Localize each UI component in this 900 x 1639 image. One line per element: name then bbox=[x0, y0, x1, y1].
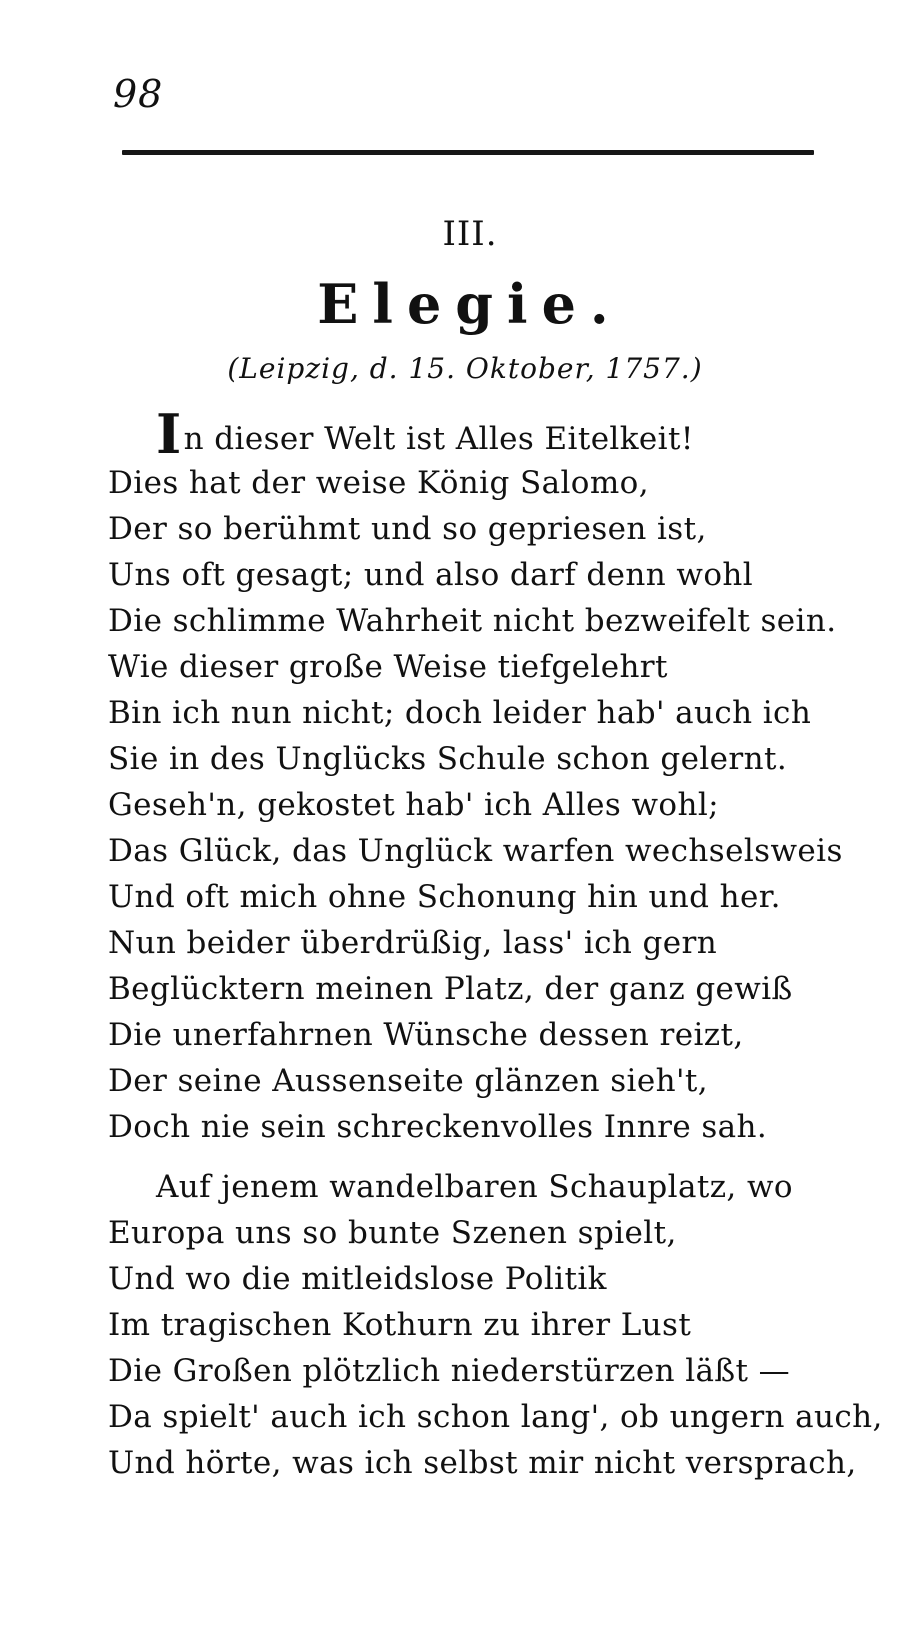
poem-line: Im tragischen Kothurn zu ihrer Lust bbox=[108, 1307, 692, 1343]
poem-line: Das Glück, das Unglück warfen wechselsweis bbox=[108, 833, 843, 869]
drop-cap: I bbox=[156, 402, 182, 466]
poem-line: Die Großen plötzlich niederstürzen läßt — bbox=[108, 1353, 791, 1389]
poem-line: Nun beider überdrüßig, lass' ich gern bbox=[108, 925, 718, 961]
poem-line: Und oft mich ohne Schonung hin und her. bbox=[108, 879, 781, 915]
poem-line: Da spielt' auch ich schon lang', ob ungern auch, bbox=[108, 1399, 883, 1435]
poem-line: Beglücktern meinen Platz, der ganz gewiß bbox=[108, 971, 793, 1007]
poem-line bbox=[108, 402, 808, 466]
poem-subtitle: (Leipzig, d. 15. Oktober, 1757.) bbox=[227, 352, 703, 385]
poem-line: Der so berühmt und so gepriesen ist, bbox=[108, 511, 707, 547]
poem-line: Die unerfahrnen Wünsche dessen reizt, bbox=[108, 1017, 744, 1053]
page-number: 98 bbox=[113, 72, 164, 116]
poem-line: Doch nie sein schreckenvolles Innre sah. bbox=[108, 1109, 768, 1145]
poem-line: Auf jenem wandelbaren Schauplatz, wo bbox=[156, 1169, 793, 1205]
poem-line: Bin ich nun nicht; doch leider hab' auch ich bbox=[108, 695, 812, 731]
stanza-2 bbox=[108, 1164, 883, 1486]
section-number: III. bbox=[442, 214, 498, 254]
poem-line: Und hörte, was ich selbst mir nicht versprach, bbox=[108, 1445, 857, 1481]
stanza-1 bbox=[108, 402, 843, 1150]
poem-line: Die schlimme Wahrheit nicht bezweifelt sein. bbox=[108, 603, 837, 639]
poem-title: Elegie. bbox=[317, 272, 623, 336]
poem-line: Und wo die mitleidslose Politik bbox=[108, 1261, 607, 1297]
first-line-text: n dieser Welt ist Alles Eitelkeit! bbox=[183, 421, 694, 457]
poem-line: Wie dieser große Weise tiefgelehrt bbox=[108, 649, 668, 685]
header-rule bbox=[122, 150, 814, 155]
poem-line: Uns oft gesagt; und also darf denn wohl bbox=[108, 557, 754, 593]
poem-line: Dies hat der weise König Salomo, bbox=[108, 465, 649, 501]
poem-line: Der seine Aussenseite glänzen sieh't, bbox=[108, 1063, 708, 1099]
poem-line: Sie in des Unglücks Schule schon gelernt. bbox=[108, 741, 788, 777]
poem-line: Geseh'n, gekostet hab' ich Alles wohl; bbox=[108, 787, 719, 823]
poem-line: Europa uns so bunte Szenen spielt, bbox=[108, 1215, 677, 1251]
